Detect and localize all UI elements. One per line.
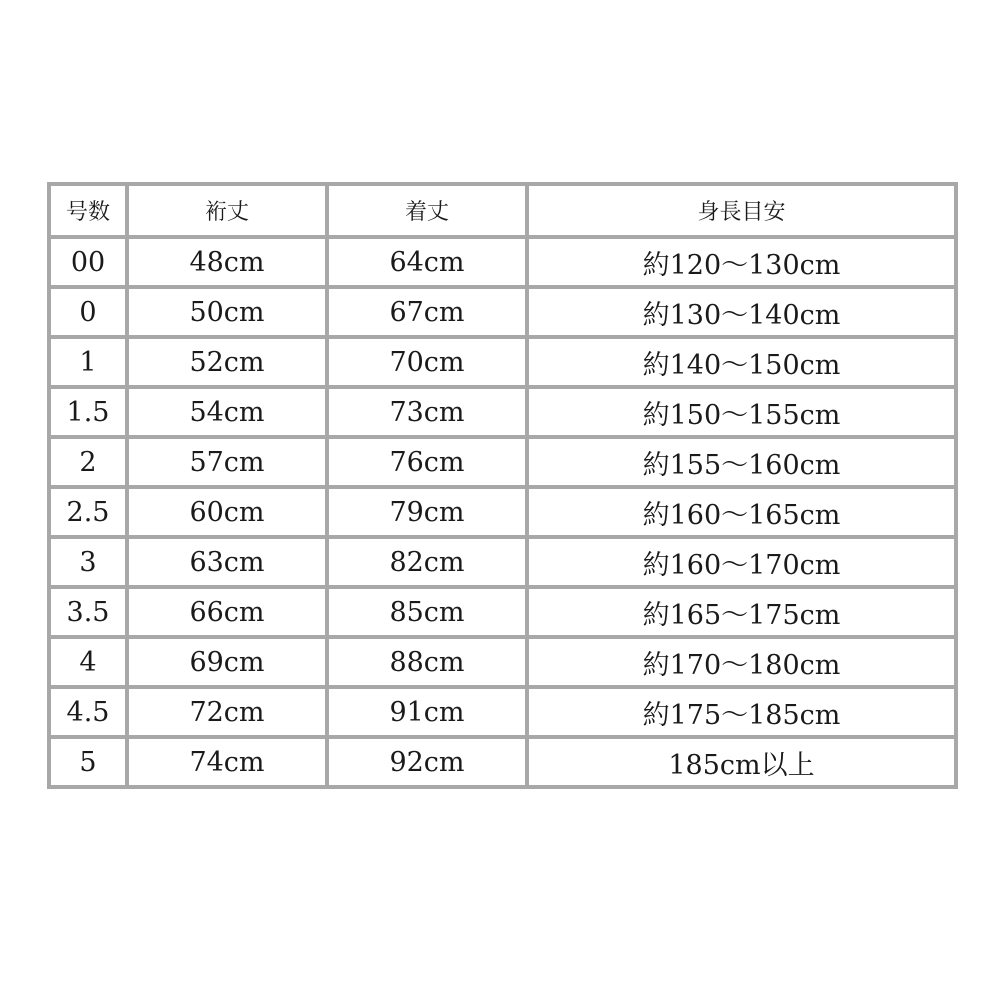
cell-height-guide: 約150〜155cm bbox=[527, 387, 956, 437]
header-size-number: 号数 bbox=[49, 184, 127, 237]
cell-garment-length: 76cm bbox=[327, 437, 527, 487]
cell-size-number: 4 bbox=[49, 637, 127, 687]
cell-sleeve-length: 63cm bbox=[127, 537, 327, 587]
table-row bbox=[49, 537, 956, 587]
table-row bbox=[49, 637, 956, 687]
cell-sleeve-length: 50cm bbox=[127, 287, 327, 337]
header-height-guide: 身長目安 bbox=[527, 184, 956, 237]
cell-size-number: 1.5 bbox=[49, 387, 127, 437]
cell-sleeve-length: 74cm bbox=[127, 737, 327, 787]
cell-garment-length: 67cm bbox=[327, 287, 527, 337]
cell-height-guide: 約160〜170cm bbox=[527, 537, 956, 587]
size-chart-table bbox=[47, 182, 958, 789]
table-body bbox=[49, 237, 956, 787]
cell-height-guide: 約160〜165cm bbox=[527, 487, 956, 537]
cell-size-number: 3.5 bbox=[49, 587, 127, 637]
cell-sleeve-length: 66cm bbox=[127, 587, 327, 637]
cell-sleeve-length: 54cm bbox=[127, 387, 327, 437]
cell-height-guide: 約170〜180cm bbox=[527, 637, 956, 687]
cell-sleeve-length: 52cm bbox=[127, 337, 327, 387]
table-row bbox=[49, 337, 956, 387]
cell-height-guide: 185cm以上 bbox=[527, 737, 956, 787]
cell-garment-length: 88cm bbox=[327, 637, 527, 687]
cell-size-number: 4.5 bbox=[49, 687, 127, 737]
cell-sleeve-length: 60cm bbox=[127, 487, 327, 537]
cell-garment-length: 64cm bbox=[327, 237, 527, 287]
cell-size-number: 3 bbox=[49, 537, 127, 587]
table-row bbox=[49, 237, 956, 287]
cell-garment-length: 82cm bbox=[327, 537, 527, 587]
table-row bbox=[49, 487, 956, 537]
cell-height-guide: 約140〜150cm bbox=[527, 337, 956, 387]
table-row bbox=[49, 587, 956, 637]
cell-height-guide: 約120〜130cm bbox=[527, 237, 956, 287]
cell-garment-length: 79cm bbox=[327, 487, 527, 537]
cell-size-number: 0 bbox=[49, 287, 127, 337]
table-row bbox=[49, 437, 956, 487]
cell-sleeve-length: 72cm bbox=[127, 687, 327, 737]
header-sleeve-length: 裄丈 bbox=[127, 184, 327, 237]
cell-size-number: 00 bbox=[49, 237, 127, 287]
cell-sleeve-length: 48cm bbox=[127, 237, 327, 287]
cell-height-guide: 約175〜185cm bbox=[527, 687, 956, 737]
header-row bbox=[49, 184, 956, 237]
cell-sleeve-length: 57cm bbox=[127, 437, 327, 487]
table-row bbox=[49, 387, 956, 437]
cell-sleeve-length: 69cm bbox=[127, 637, 327, 687]
cell-size-number: 1 bbox=[49, 337, 127, 387]
cell-garment-length: 91cm bbox=[327, 687, 527, 737]
cell-garment-length: 73cm bbox=[327, 387, 527, 437]
cell-garment-length: 85cm bbox=[327, 587, 527, 637]
cell-size-number: 5 bbox=[49, 737, 127, 787]
header-garment-length: 着丈 bbox=[327, 184, 527, 237]
cell-height-guide: 約165〜175cm bbox=[527, 587, 956, 637]
cell-height-guide: 約155〜160cm bbox=[527, 437, 956, 487]
table-row bbox=[49, 687, 956, 737]
cell-height-guide: 約130〜140cm bbox=[527, 287, 956, 337]
table-row bbox=[49, 287, 956, 337]
cell-garment-length: 92cm bbox=[327, 737, 527, 787]
cell-garment-length: 70cm bbox=[327, 337, 527, 387]
cell-size-number: 2.5 bbox=[49, 487, 127, 537]
cell-size-number: 2 bbox=[49, 437, 127, 487]
table-row bbox=[49, 737, 956, 787]
